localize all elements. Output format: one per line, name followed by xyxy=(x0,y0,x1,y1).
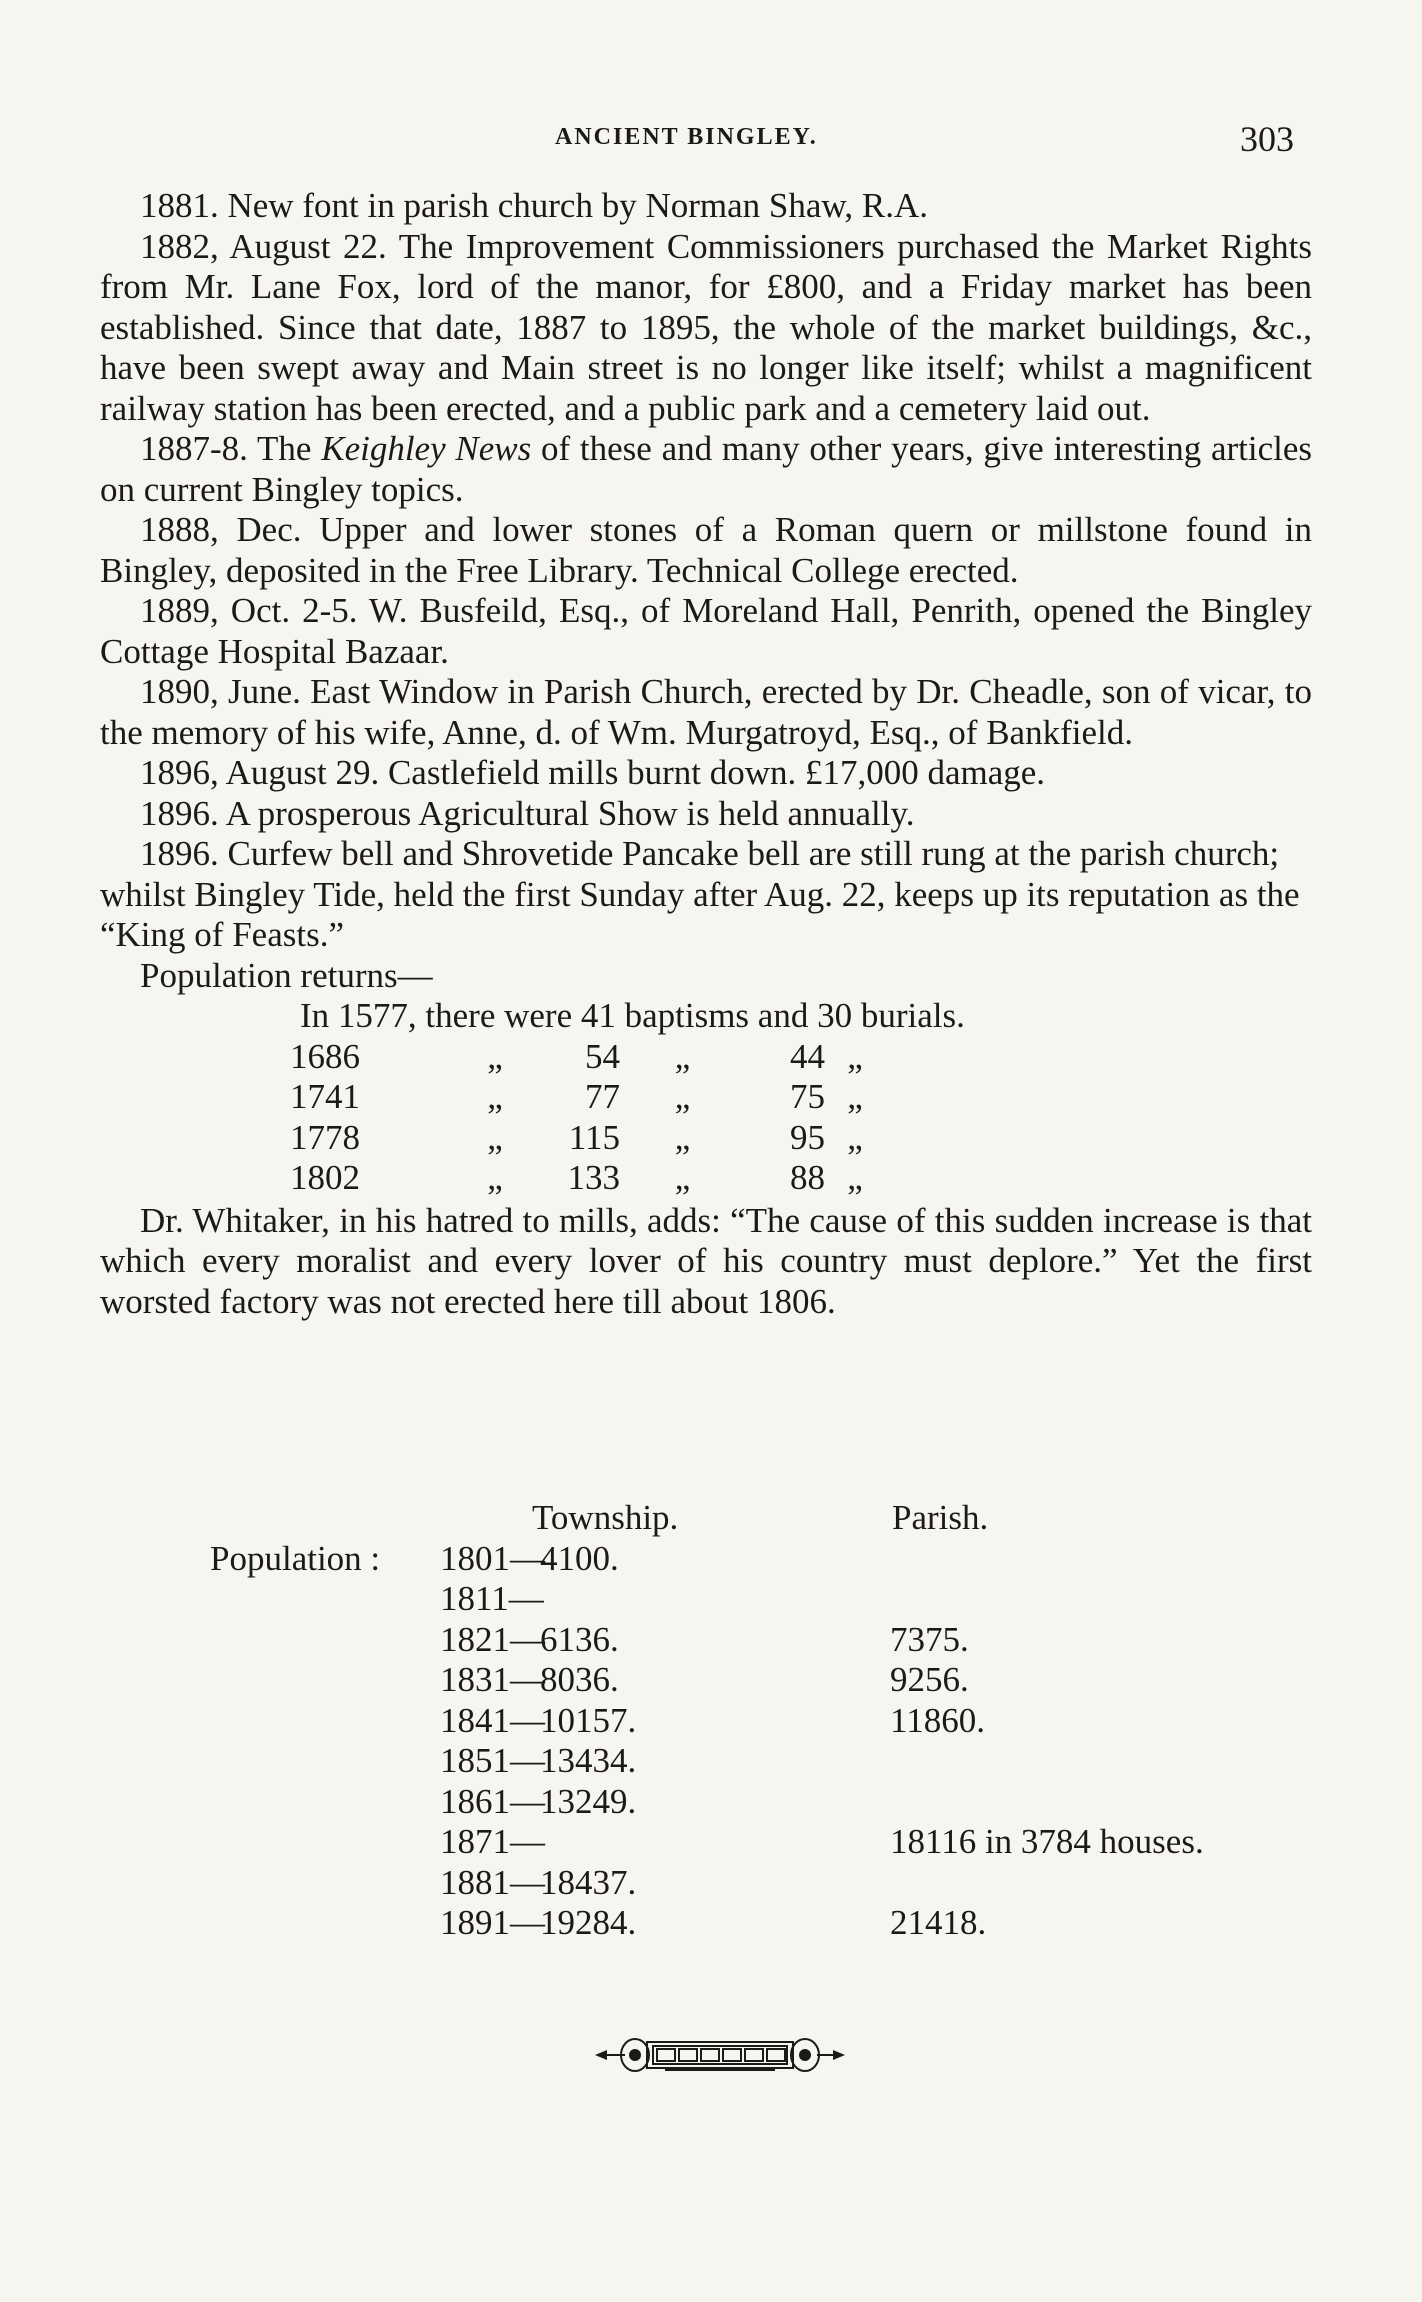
parish-value: 18116 in 3784 houses. xyxy=(890,1822,1204,1861)
returns-year: 1802 xyxy=(290,1158,360,1197)
township-value: 6136. xyxy=(540,1619,619,1659)
ditto-mark: „ xyxy=(674,1036,691,1076)
ditto-mark: „ xyxy=(487,1077,503,1116)
census-row xyxy=(100,1660,1312,1701)
burials-value: 88 xyxy=(790,1158,825,1197)
parish-value: 7375. xyxy=(890,1619,969,1659)
census-row xyxy=(100,1903,1312,1944)
entry-1887: 1887-8. The Keighley News of these and many other years, give interesting articles on current Bingley topics. xyxy=(100,429,1313,509)
returns-row xyxy=(290,1037,885,1078)
baptisms-burials-table xyxy=(290,1037,885,1199)
returns-year: 1778 xyxy=(290,1117,360,1157)
ditto-mark: „ xyxy=(847,1036,863,1076)
entry-1881: 1881. New font in parish church by Norman Shaw, R.A. xyxy=(140,186,929,225)
census-header xyxy=(100,1498,1312,1539)
population-first-line: In 1577, there were 41 baptisms and 30 burials. xyxy=(300,996,965,1035)
entry-1896-fire: 1896, August 29. Castlefield mills burnt down. £17,000 damage. xyxy=(140,753,1046,792)
township-value: 4100. xyxy=(540,1538,619,1578)
ditto-mark: „ xyxy=(674,1117,691,1157)
census-year: 1861— xyxy=(440,1781,545,1821)
township-value: 18437. xyxy=(540,1862,637,1902)
census-year: 1891— xyxy=(440,1903,545,1942)
census-row xyxy=(100,1539,1312,1580)
census-year: 1871— xyxy=(440,1822,545,1861)
township-header: Township. xyxy=(532,1498,679,1537)
entry-1888: 1888, Dec. Upper and lower stones of a Roman quern or millstone found in Bingley, deposited in the Free Library. Technical College erected. xyxy=(100,510,1312,590)
returns-year: 1686 xyxy=(290,1036,360,1076)
whitaker-paragraph: Dr. Whitaker, in his hatred to mills, adds: “The cause of this sudden increase is that which every moralist and every lover of his country must deplore.” Yet the first worsted factory was not erected here till about 1806. xyxy=(100,1200,1312,1321)
population-label: Population : xyxy=(210,1538,381,1578)
ditto-mark: „ xyxy=(487,1036,503,1076)
entry-1896-bells: 1896. Curfew bell and Shrovetide Pancake bell are still rung at the parish church; whilst Bingley Tide, held the first Sunday after Aug. 22, keeps up its reputation as the “King of Feasts.” xyxy=(100,834,1300,954)
parish-value: 9256. xyxy=(890,1660,969,1699)
entry-1896-show: 1896. A prosperous Agricultural Show is held annually. xyxy=(140,793,915,833)
ditto-mark: „ xyxy=(847,1077,863,1116)
burials-value: 44 xyxy=(790,1036,825,1076)
newspaper-title: Keighley News xyxy=(321,429,532,468)
baptisms-value: 133 xyxy=(567,1158,620,1197)
township-value: 13434. xyxy=(540,1741,637,1780)
census-year: 1801— xyxy=(440,1538,545,1578)
burials-value: 95 xyxy=(790,1117,825,1157)
returns-year: 1741 xyxy=(290,1077,360,1116)
census-row xyxy=(100,1620,1312,1661)
ditto-mark: „ xyxy=(487,1158,503,1197)
census-row xyxy=(100,1579,1312,1620)
township-value: 10157. xyxy=(540,1700,637,1740)
burials-value: 75 xyxy=(790,1077,825,1116)
township-value: 19284. xyxy=(540,1903,637,1942)
entry-1882: 1882, August 22. The Improvement Commissioners purchased the Market Rights from Mr. Lane Fox, lord of the manor, for £800, and a Friday market has been established. Since that date, 1887 to 1895, the whole of the market buildings, &c., have been swept away and Main street is no longer like itself; whilst a magnificent railway station has been erected, and a public park and a cemetery laid out. xyxy=(100,226,1312,428)
population-returns-heading: Population returns— xyxy=(140,955,433,995)
census-row xyxy=(100,1782,1312,1823)
entry-1889: 1889, Oct. 2-5. W. Busfeild, Esq., of Moreland Hall, Penrith, opened the Bingley Cottage Hospital Bazaar. xyxy=(100,591,1312,671)
census-table xyxy=(100,1498,1312,1944)
returns-row xyxy=(290,1118,885,1159)
census-year: 1841— xyxy=(440,1700,545,1740)
census-row xyxy=(100,1741,1312,1782)
entry-1890: 1890, June. East Window in Parish Church, erected by Dr. Cheadle, son of vicar, to the memory of his wife, Anne, d. of Wm. Murgatroyd, Esq., of Bankfield. xyxy=(100,672,1312,752)
ditto-mark: „ xyxy=(487,1117,503,1157)
census-row xyxy=(100,1701,1312,1742)
census-year: 1821— xyxy=(440,1619,545,1659)
baptisms-value: 77 xyxy=(585,1077,620,1116)
returns-row xyxy=(290,1077,885,1118)
baptisms-value: 115 xyxy=(568,1117,620,1157)
census-row xyxy=(100,1863,1312,1904)
census-year: 1851— xyxy=(440,1741,545,1780)
parish-header: Parish. xyxy=(892,1498,989,1537)
chronicle-text xyxy=(100,186,1312,1322)
township-value: 8036. xyxy=(540,1660,619,1699)
ditto-mark: „ xyxy=(674,1158,691,1197)
running-title: ANCIENT BINGLEY. xyxy=(555,124,818,150)
census-year: 1811— xyxy=(440,1579,544,1618)
tailpiece-ornament xyxy=(595,2030,845,2080)
census-year: 1831— xyxy=(440,1660,545,1699)
census-year: 1881— xyxy=(440,1862,545,1902)
parish-value: 11860. xyxy=(890,1700,985,1740)
baptisms-value: 54 xyxy=(585,1036,620,1076)
returns-row xyxy=(290,1158,885,1199)
running-head xyxy=(0,118,1422,158)
census-row xyxy=(100,1822,1312,1863)
township-value: 13249. xyxy=(540,1781,637,1821)
ditto-mark: „ xyxy=(674,1077,691,1116)
ditto-mark: „ xyxy=(847,1158,863,1197)
parish-value: 21418. xyxy=(890,1903,987,1942)
ditto-mark: „ xyxy=(847,1117,863,1157)
page-number: 303 xyxy=(1240,119,1294,159)
